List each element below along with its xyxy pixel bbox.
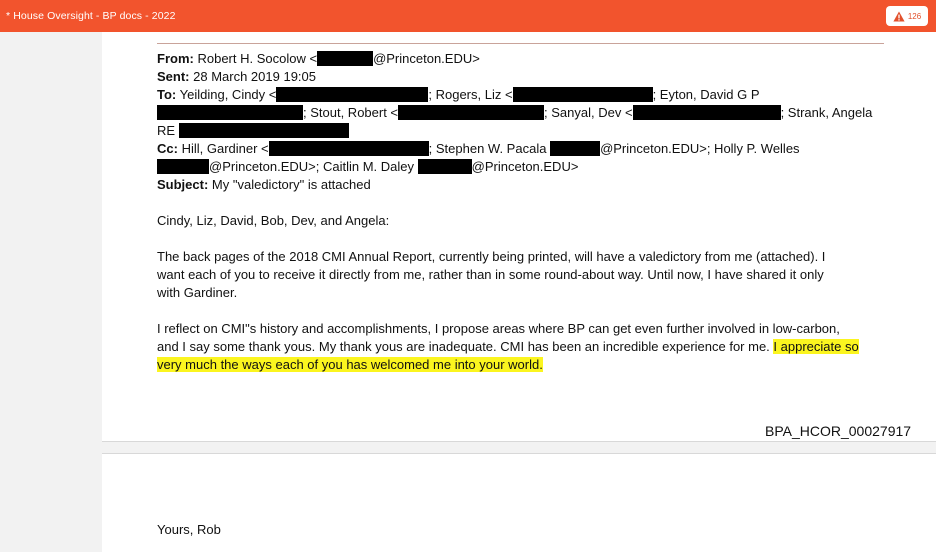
to-recipient: Yeilding, Cindy < (179, 87, 277, 102)
from-label: From: (157, 51, 194, 66)
signoff: Yours, Rob (157, 522, 221, 537)
redaction (179, 123, 349, 138)
cc-recipient: ; Stephen W. Pacala (428, 141, 547, 156)
warning-icon (893, 11, 905, 22)
cc-recipient: Hill, Gardiner < (181, 141, 269, 156)
to-line-2 (157, 105, 872, 120)
from-domain: @Princeton.EDU> (373, 51, 480, 66)
to-recipient: ; Stout, Robert < (303, 105, 399, 120)
cc-line (157, 141, 800, 156)
highlighted-text[interactable]: very much the ways each of you has welcomed me into your world. (157, 357, 543, 372)
to-label: To: (157, 87, 177, 102)
from-line (157, 51, 480, 66)
to-recipient: ; Strank, Angela (780, 105, 873, 120)
sent-value: 28 March 2019 19:05 (193, 69, 316, 84)
paragraph-line: want each of you to receive it directly from me, rather than in some round-about way. Until now, I have shared it only (157, 267, 824, 282)
paragraph-line: The back pages of the 2018 CMI Annual Report, currently being printed, will have a valedictory from me (attached). I (157, 249, 826, 264)
cc-line-2 (157, 159, 578, 174)
left-gutter (0, 32, 102, 552)
redaction (513, 87, 653, 102)
subject-label: Subject: (157, 177, 209, 192)
subject-value: My "valedictory" is attached (211, 177, 371, 192)
paragraph-line (157, 339, 859, 354)
redaction (269, 141, 429, 156)
cc-recipient: @Princeton.EDU>; Caitlin M. Daley (209, 159, 415, 174)
cc-recipient: @Princeton.EDU>; Holly P. Welles (600, 141, 800, 156)
cc-recipient: @Princeton.EDU> (471, 159, 579, 174)
document-id: BPA_HCOR_00027917 (765, 423, 912, 439)
to-line (157, 87, 760, 102)
paragraph-line: with Gardiner. (157, 285, 238, 300)
header-rule (157, 43, 884, 44)
redaction (157, 159, 209, 174)
redaction (550, 141, 600, 156)
to-recipient: ; Eyton, David G P (652, 87, 760, 102)
badge-count: 126 (907, 11, 922, 21)
sent-label: Sent: (157, 69, 190, 84)
to-recipient: ; Rogers, Liz < (428, 87, 513, 102)
redaction (157, 105, 303, 120)
redaction (418, 159, 472, 174)
to-recipient: ; Sanyal, Dev < (544, 105, 633, 120)
warning-badge[interactable] (886, 6, 928, 26)
greeting: Cindy, Liz, David, Bob, Dev, and Angela: (157, 213, 390, 228)
redaction (317, 51, 373, 66)
paragraph-line: I reflect on CMI"s history and accomplishments, I propose areas where BP can get even further involved in low-carbon, (157, 321, 840, 336)
window-title: * House Oversight - BP docs - 2022 (6, 10, 176, 22)
paragraph-line (157, 357, 543, 372)
sent-line (157, 69, 316, 84)
redaction (276, 87, 428, 102)
redaction (398, 105, 544, 120)
subject-line (157, 177, 371, 192)
paragraph-text: and I say some thank yous. My thank yous are inadequate. CMI has been an incredible experience for me. (157, 339, 770, 354)
from-name: Robert H. Socolow < (197, 51, 318, 66)
redaction (633, 105, 781, 120)
document-page[interactable] (102, 32, 936, 442)
title-bar (0, 0, 936, 32)
highlighted-text[interactable]: I appreciate so (773, 339, 859, 354)
to-recipient: RE (157, 123, 176, 138)
cc-label: Cc: (157, 141, 178, 156)
to-line-3 (157, 123, 349, 138)
document-page-2[interactable] (102, 453, 936, 552)
